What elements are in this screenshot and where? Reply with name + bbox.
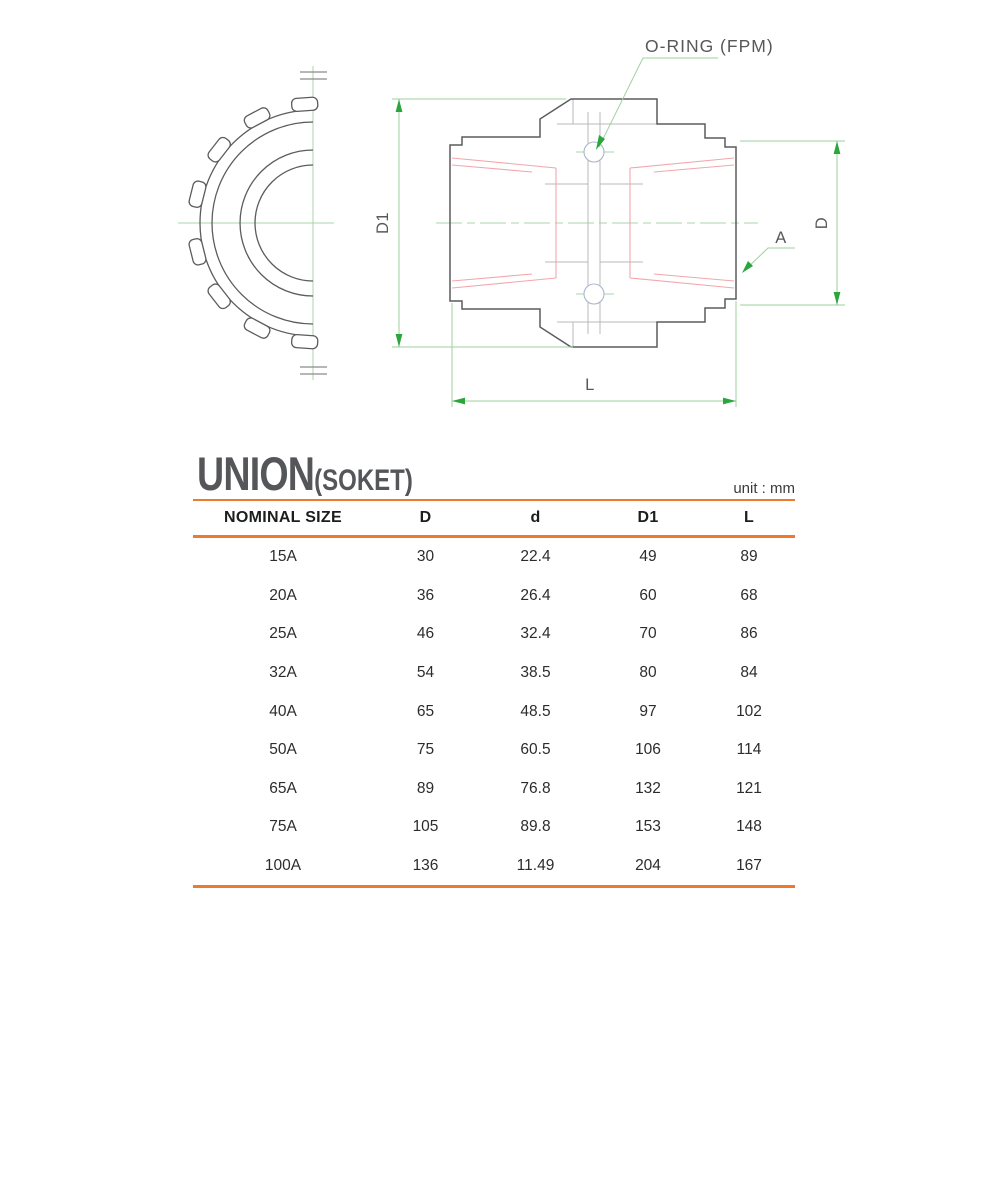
table-cell: 38.5 xyxy=(520,664,551,682)
table-cell: 75 xyxy=(416,741,435,759)
table-cell: 30 xyxy=(416,548,435,566)
spec-table xyxy=(193,499,795,888)
table-cell: 54 xyxy=(416,664,435,682)
table-cell: 136 xyxy=(412,857,439,875)
unit-label: unit : mm xyxy=(733,480,795,497)
table-cell: 121 xyxy=(736,779,762,797)
table-cell: 114 xyxy=(736,741,762,759)
table-cell: 68 xyxy=(740,586,758,604)
table-row xyxy=(193,692,795,731)
table-cell: 20A xyxy=(269,586,297,604)
table-cell: 97 xyxy=(639,702,657,720)
header-nominal-size: NOMINAL SIZE xyxy=(224,509,342,526)
header-d-lower: d xyxy=(530,509,541,526)
table-cell: 22.4 xyxy=(520,548,551,566)
table-cell: 11.49 xyxy=(516,857,555,875)
title-block xyxy=(193,447,795,499)
table-cell: 25A xyxy=(269,625,297,643)
table-cell: 36 xyxy=(416,586,435,604)
table-cell: 60.5 xyxy=(520,741,551,759)
table-cell: 80 xyxy=(639,664,657,682)
table-cell: 70 xyxy=(639,625,657,643)
table-cell: 84 xyxy=(740,664,758,682)
header-l: L xyxy=(743,509,755,526)
table-cell: 50A xyxy=(269,741,297,759)
table-cell: 46 xyxy=(416,625,435,643)
table-cell: 15A xyxy=(269,548,297,566)
table-row xyxy=(193,577,795,616)
table-header-row xyxy=(193,500,795,537)
table-cell: 153 xyxy=(635,818,661,836)
table-cell: 26.4 xyxy=(520,586,551,604)
table-cell: 75A xyxy=(269,818,297,836)
callout-label-a: A xyxy=(775,229,787,247)
title-main-text: UNION xyxy=(197,447,315,500)
oring-circle-top xyxy=(584,142,604,162)
table-cell: 65 xyxy=(416,702,435,720)
table-row xyxy=(193,615,795,654)
table-cell: 132 xyxy=(635,779,661,797)
table-cell: 65A xyxy=(269,779,297,797)
table-cell: 105 xyxy=(412,818,439,836)
table-row xyxy=(193,847,795,887)
table-cell: 148 xyxy=(736,818,762,836)
oring-circle-bottom xyxy=(584,284,604,304)
dim-label-l: L xyxy=(585,376,595,394)
table-cell: 106 xyxy=(635,741,661,759)
table-cell: 89.8 xyxy=(520,818,551,836)
table-cell: 167 xyxy=(736,857,762,875)
title-sub-text: (SOKET) xyxy=(314,464,413,497)
table-row xyxy=(193,808,795,847)
table-cell: 89 xyxy=(416,779,435,797)
a-leader-line xyxy=(744,248,795,271)
oring-callout-label: O-RING (FPM) xyxy=(645,36,774,56)
end-view xyxy=(178,66,334,380)
table-cell: 76.8 xyxy=(520,779,551,797)
section-centerline xyxy=(436,152,758,294)
table-cell: 32A xyxy=(269,664,297,682)
technical-drawing xyxy=(0,0,992,445)
table-row xyxy=(193,770,795,809)
table-cell: 60 xyxy=(639,586,657,604)
table-cell: 100A xyxy=(264,857,302,875)
oring-leader-line xyxy=(599,58,718,147)
drawing-labels xyxy=(374,36,831,394)
a-leader-arrow xyxy=(742,261,753,273)
table-cell: 102 xyxy=(736,702,762,720)
section-view xyxy=(374,36,845,407)
header-d-upper: D xyxy=(419,509,432,526)
table-cell: 49 xyxy=(639,548,657,566)
dim-label-d1: D1 xyxy=(374,211,392,235)
table-row xyxy=(193,731,795,770)
table-cell: 204 xyxy=(635,857,661,875)
table-row xyxy=(193,537,795,577)
table-row xyxy=(193,654,795,693)
dim-label-d: D xyxy=(813,216,831,230)
table-cell: 86 xyxy=(740,625,758,643)
table-cell: 89 xyxy=(740,548,758,566)
spec-table-body xyxy=(193,537,795,887)
table-cell: 40A xyxy=(269,702,297,720)
table-cell: 32.4 xyxy=(520,625,551,643)
table-cell: 48.5 xyxy=(520,702,551,720)
header-d1: D1 xyxy=(637,509,659,526)
page-title xyxy=(197,446,413,501)
